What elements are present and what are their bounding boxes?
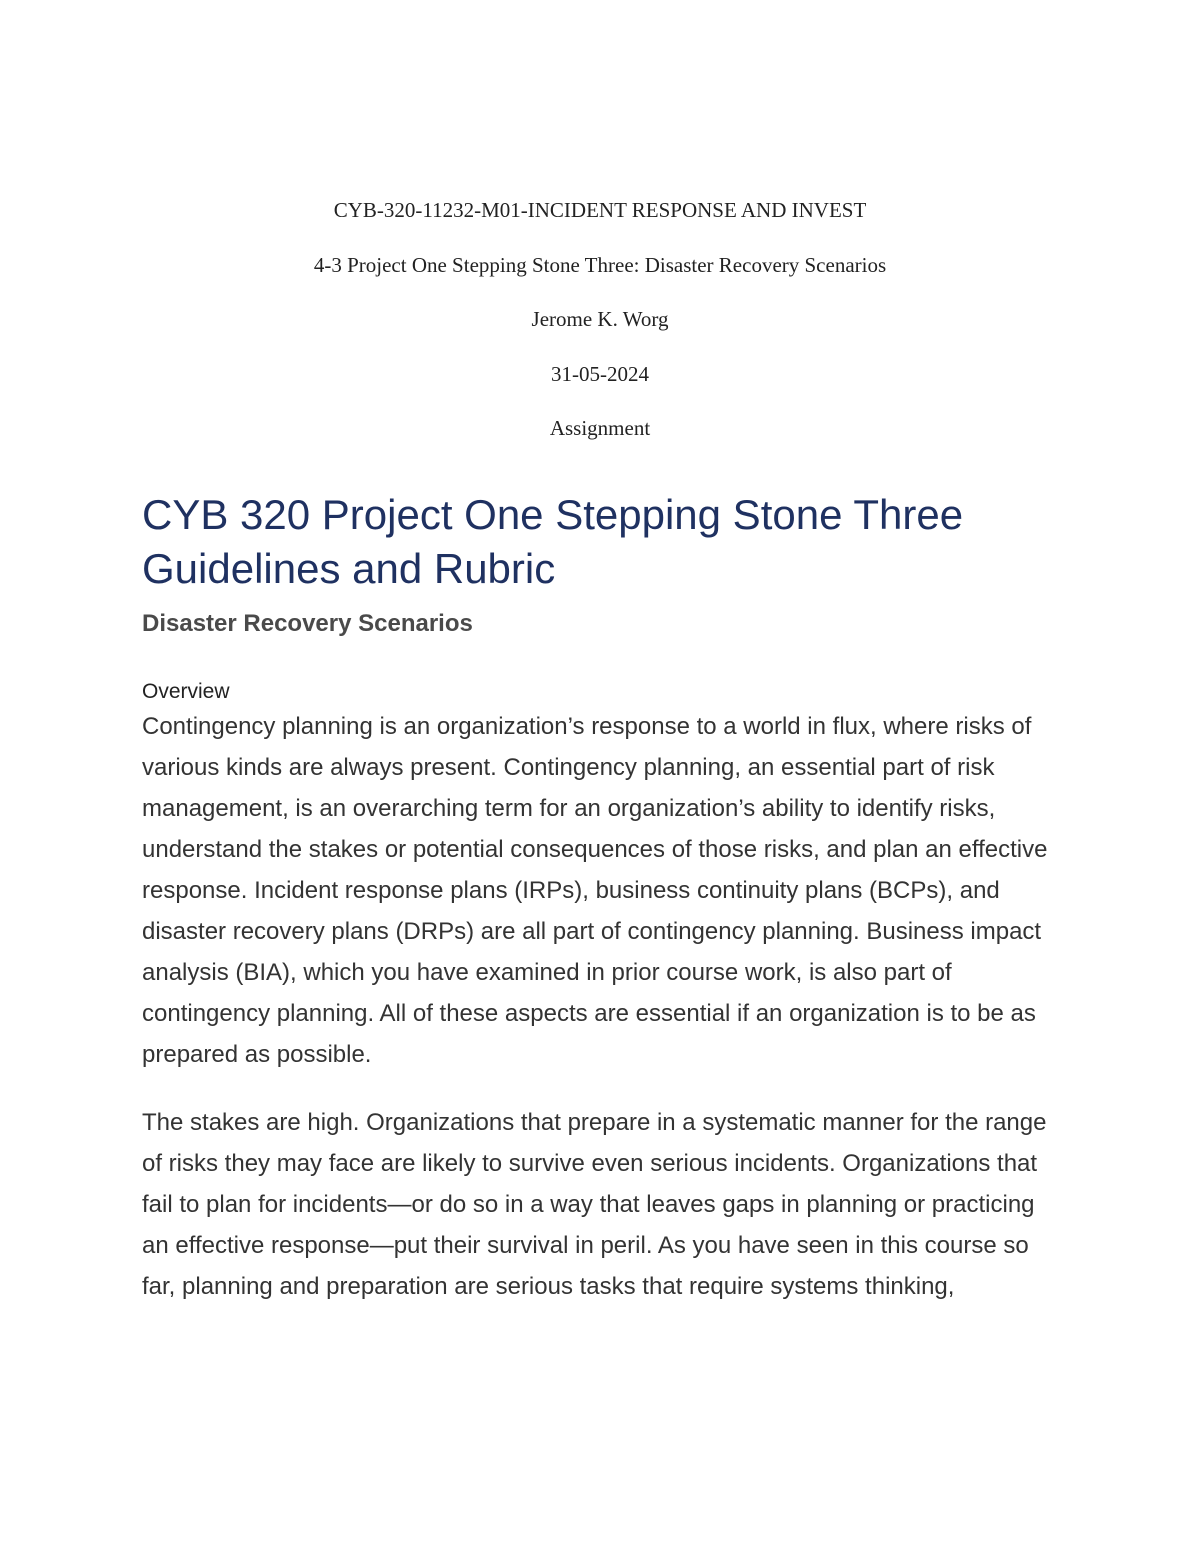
overview-paragraph-1: Contingency planning is an organization’s response to a world in flux, where risks of various kinds are always present. Contingency planning, an essential part of risk management, is an overarching term for an organization’s ability to identify risks, understand the stakes or potential consequences of those risks, and plan an effective response. Incident response plans (IRPs), business continuity plans (BCPs), and disaster recovery plans (DRPs) are all part of contingency planning. Business impact analysis (BIA), which you have examined in prior course work, is also part of contingency planning. All of these aspects are essential if an organization is to be as prepared as possible. — [142, 713, 1048, 1068]
overview-heading: Overview — [142, 680, 230, 703]
author-name: Jerome K. Worg — [531, 307, 669, 331]
course-code: CYB-320-11232-M01-INCIDENT RESPONSE AND INVEST — [333, 198, 867, 222]
submission-date: 31-05-2024 — [551, 361, 649, 386]
document-title: CYB 320 Project One Stepping Stone Three Guidelines and Rubric — [142, 491, 964, 592]
document-body — [142, 488, 1062, 1307]
document-subtitle: Disaster Recovery Scenarios — [142, 610, 473, 637]
cover-block — [0, 198, 1200, 471]
document-type: Assignment — [549, 416, 651, 440]
assignment-title: 4-3 Project One Stepping Stone Three: Disaster Recovery Scenarios — [313, 252, 887, 277]
overview-paragraph-2: The stakes are high. Organizations that prepare in a systematic manner for the range of risks they may face are likely to survive even serious incidents. Organizations that fail to plan for incidents—or do so in a way that leaves gaps in planning or practicing an effective response—put their survival in peril. As you have seen in this course so far, planning and preparation are serious tasks that require systems thinking, — [142, 1109, 1047, 1300]
